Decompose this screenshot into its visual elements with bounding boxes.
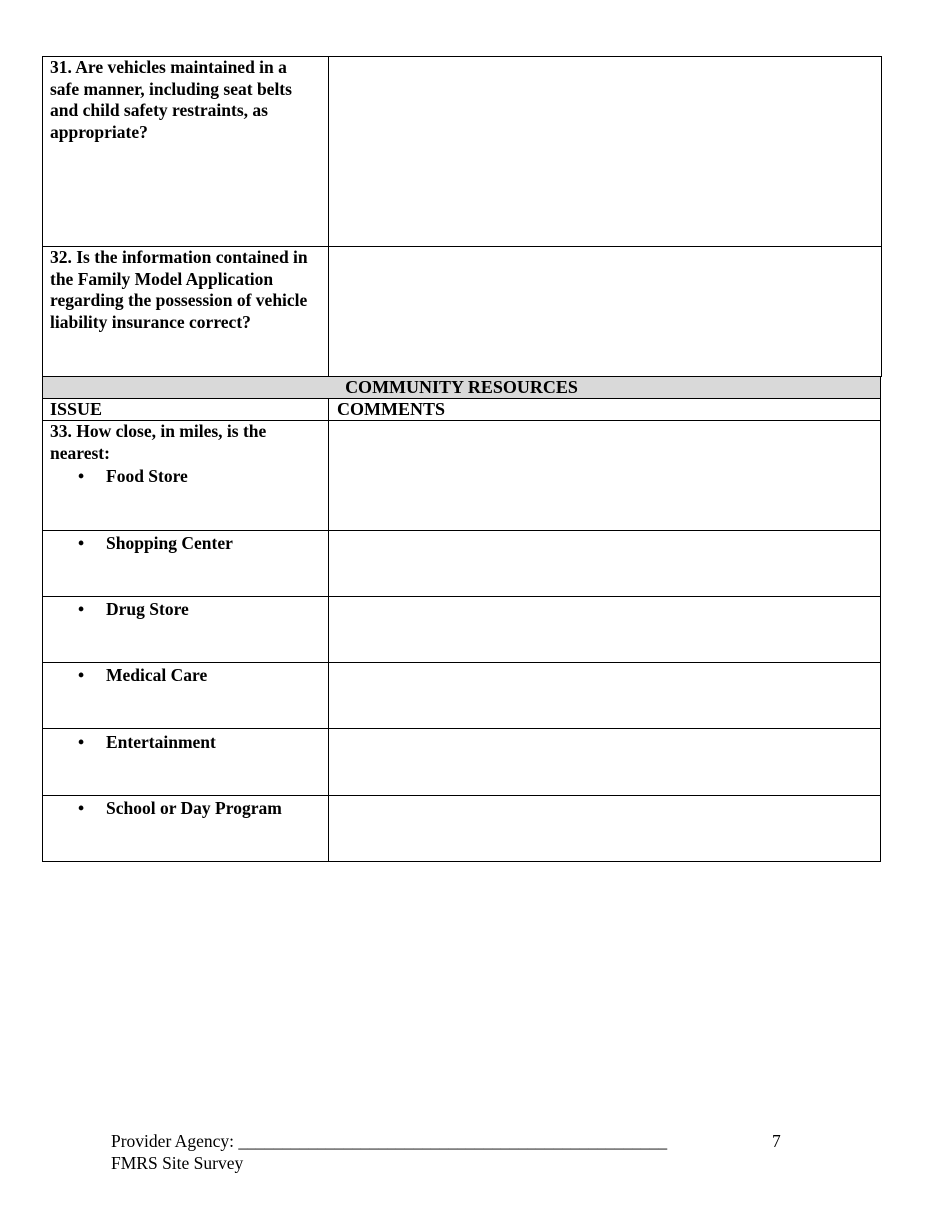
section-title: COMMUNITY RESOURCES [345,377,578,397]
comment-cell-school-day-program[interactable] [329,796,880,861]
comment-cell-shopping-center[interactable] [329,531,880,596]
list-item-label: Drug Store [106,599,189,619]
table-border-right [881,56,882,377]
comment-cell-food-store[interactable] [329,421,880,530]
bullet-icon: • [78,798,85,818]
list-item-label: Food Store [106,466,188,486]
footer-provider-agency [111,1130,667,1152]
question-32: 32. Is the information contained in the Family Model Application regarding the possession of vehicle liability insurance correct? [50,247,308,333]
comment-cell-entertainment[interactable] [329,729,880,795]
list-item-label: School or Day Program [106,798,282,818]
footer-agency-label: Provider Agency: [111,1131,239,1151]
question-31: 31. Are vehicles maintained in a safe manner, including seat belts and child safety restraints, as appropriate? [50,57,292,143]
footer-page-number: 7 [772,1131,781,1151]
column-header-issue: ISSUE [50,399,103,419]
footer-agency-blank[interactable]: _________________________________________________ [238,1131,668,1151]
question-33: 33. How close, in miles, is the nearest: [50,421,267,463]
bullet-icon: • [78,466,85,486]
list-item-label: Shopping Center [106,533,233,553]
column-header-comments: COMMENTS [337,399,445,419]
comment-cell-drug-store[interactable] [329,597,880,662]
bullet-icon: • [78,599,85,619]
list-item-label: Entertainment [106,732,216,752]
comment-cell-q31[interactable] [329,57,880,246]
list-item-label: Medical Care [106,665,208,685]
comment-cell-medical-care[interactable] [329,663,880,728]
table-border-bottom [42,861,881,862]
bullet-icon: • [78,533,85,553]
bullet-icon: • [78,732,85,752]
bullet-icon: • [78,665,85,685]
footer-survey-label: FMRS Site Survey [111,1153,244,1173]
comment-cell-q32[interactable] [329,247,880,376]
table-border-left [42,56,43,862]
row-divider [42,398,881,399]
table-border-right [880,376,881,862]
